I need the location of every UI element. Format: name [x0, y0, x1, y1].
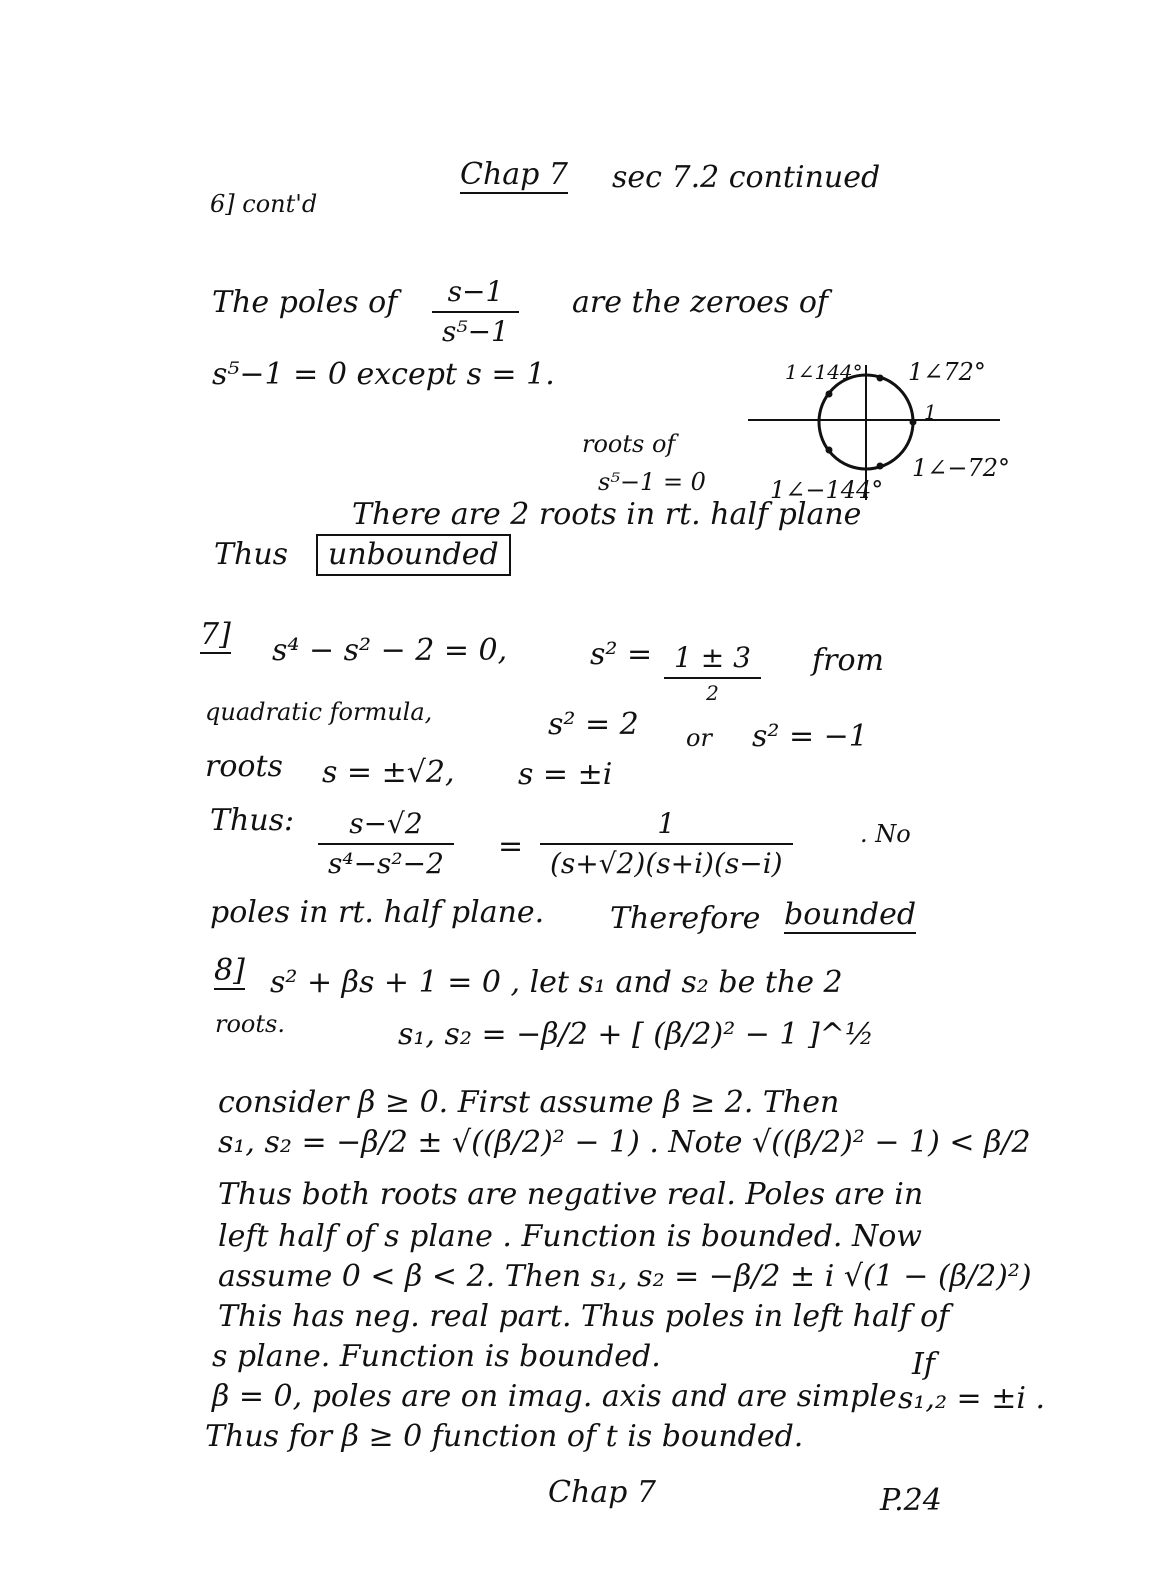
p7-equals: =	[498, 829, 524, 864]
p6-thus: Thus	[214, 537, 289, 572]
p8-number: 8]	[214, 953, 245, 988]
p6-roots-label-1: roots of	[582, 430, 676, 458]
p7-s2-numerator: 1 ± 3	[674, 641, 751, 674]
p7-thus: Thus:	[210, 803, 295, 838]
p7-lhs-denominator: s⁴−s²−2	[328, 847, 444, 881]
p7-number: 7]	[200, 617, 231, 652]
p6-roots-label-2: s⁵−1 = 0	[598, 468, 706, 496]
p7-s2-eq2: s² = −1	[752, 719, 868, 754]
p7-roots-1: s = ±√2,	[322, 755, 455, 790]
diagram-label-1: 1	[924, 400, 937, 424]
footer-chapter: Chap 7	[548, 1475, 656, 1510]
p8-line-a: consider β ≥ 0. First assume β ≥ 2. Then	[218, 1085, 840, 1120]
root-dot-neg144	[826, 447, 833, 454]
p7-rhs-bar	[540, 843, 793, 845]
p7-s2-bar	[664, 677, 761, 679]
p7-no: . No	[860, 820, 911, 848]
p8-line-b: s₁, s₂ = −β/2 ± √((β/2)² − 1) . Note √((β/2)² − 1) < β/2	[218, 1125, 1031, 1160]
p7-lhs-fraction	[318, 808, 454, 880]
diagram-label-neg72: 1∠−72°	[912, 454, 1011, 482]
p7-s2-lhs: s² =	[590, 637, 653, 672]
p7-end-a: poles in rt. half plane.	[210, 895, 545, 930]
diagram-label-72: 1∠72°	[908, 358, 986, 386]
diagram-label-144: 1∠144°	[785, 360, 863, 384]
p7-rhs-fraction	[540, 808, 793, 880]
p7-equation: s⁴ − s² − 2 = 0,	[272, 633, 508, 668]
p7-s2-eq: s² = 2	[548, 707, 639, 742]
p8-equation: s² + βs + 1 = 0 , let s₁ and s₂ be the 2	[270, 965, 843, 1000]
p8-roots-label: roots.	[215, 1010, 285, 1038]
p7-quadratic: quadratic formula,	[205, 698, 433, 726]
footer-page-number: P.24	[880, 1483, 942, 1518]
p6-fraction-numerator: s−1	[447, 275, 504, 308]
p8-line-h: β = 0, poles are on imag. axis and are simple	[212, 1379, 897, 1414]
p8-roots-formula: s₁, s₂ = −β/2 + [ (β/2)² − 1 ]^½	[398, 1017, 874, 1052]
p8-line-h2: s₁,₂ = ±i .	[898, 1381, 1045, 1416]
p7-from: from	[812, 643, 884, 678]
p7-roots-2: s = ±i	[518, 757, 613, 792]
p7-or: or	[686, 724, 712, 752]
diagram-label-neg144: 1∠−144°	[770, 476, 884, 504]
p7-rhs-numerator: 1	[657, 807, 676, 840]
p6-line3: There are 2 roots in rt. half plane	[352, 497, 862, 532]
p6-line1-a: The poles of	[212, 285, 398, 320]
p7-conclusion: bounded	[784, 897, 917, 932]
p7-lhs-bar	[318, 843, 454, 845]
p8-line-e: assume 0 < β < 2. Then s₁, s₂ = −β/2 ± i √(1 − (β/2)²)	[218, 1259, 1032, 1294]
p8-line-g: s plane. Function is bounded.	[212, 1339, 661, 1374]
p8-line-g2: If	[912, 1347, 935, 1382]
section-heading: sec 7.2 continued	[612, 160, 881, 195]
p7-rhs-denominator: (s+√2)(s+i)(s−i)	[550, 847, 783, 881]
p8-line-i: Thus for β ≥ 0 function of t is bounded.	[205, 1419, 804, 1454]
prev-problem-ref: 6] cont'd	[210, 190, 318, 218]
p6-fraction-denominator: s⁵−1	[442, 315, 509, 349]
p7-roots-label: roots	[205, 749, 283, 784]
p8-line-f: This has neg. real part. Thus poles in left half of	[218, 1299, 950, 1334]
p7-lhs-numerator: s−√2	[349, 807, 423, 840]
p8-line-c: Thus both roots are negative real. Poles are in	[218, 1177, 924, 1212]
p6-line1-b: are the zeroes of	[572, 285, 828, 320]
p6-line2: s⁵−1 = 0 except s = 1.	[212, 357, 555, 392]
root-dot-144	[826, 391, 833, 398]
chapter-heading: Chap 7	[460, 157, 568, 192]
p7-s2-fraction	[664, 642, 761, 705]
root-dot-1	[910, 419, 917, 426]
p7-s2-denominator: 2	[706, 681, 719, 706]
p7-end-b: Therefore	[610, 901, 761, 936]
p8-line-d: left half of s plane . Function is bounded. Now	[218, 1219, 922, 1254]
root-dot-72	[877, 375, 884, 382]
p6-conclusion: unbounded	[316, 534, 511, 576]
root-dot-neg72	[877, 463, 884, 470]
